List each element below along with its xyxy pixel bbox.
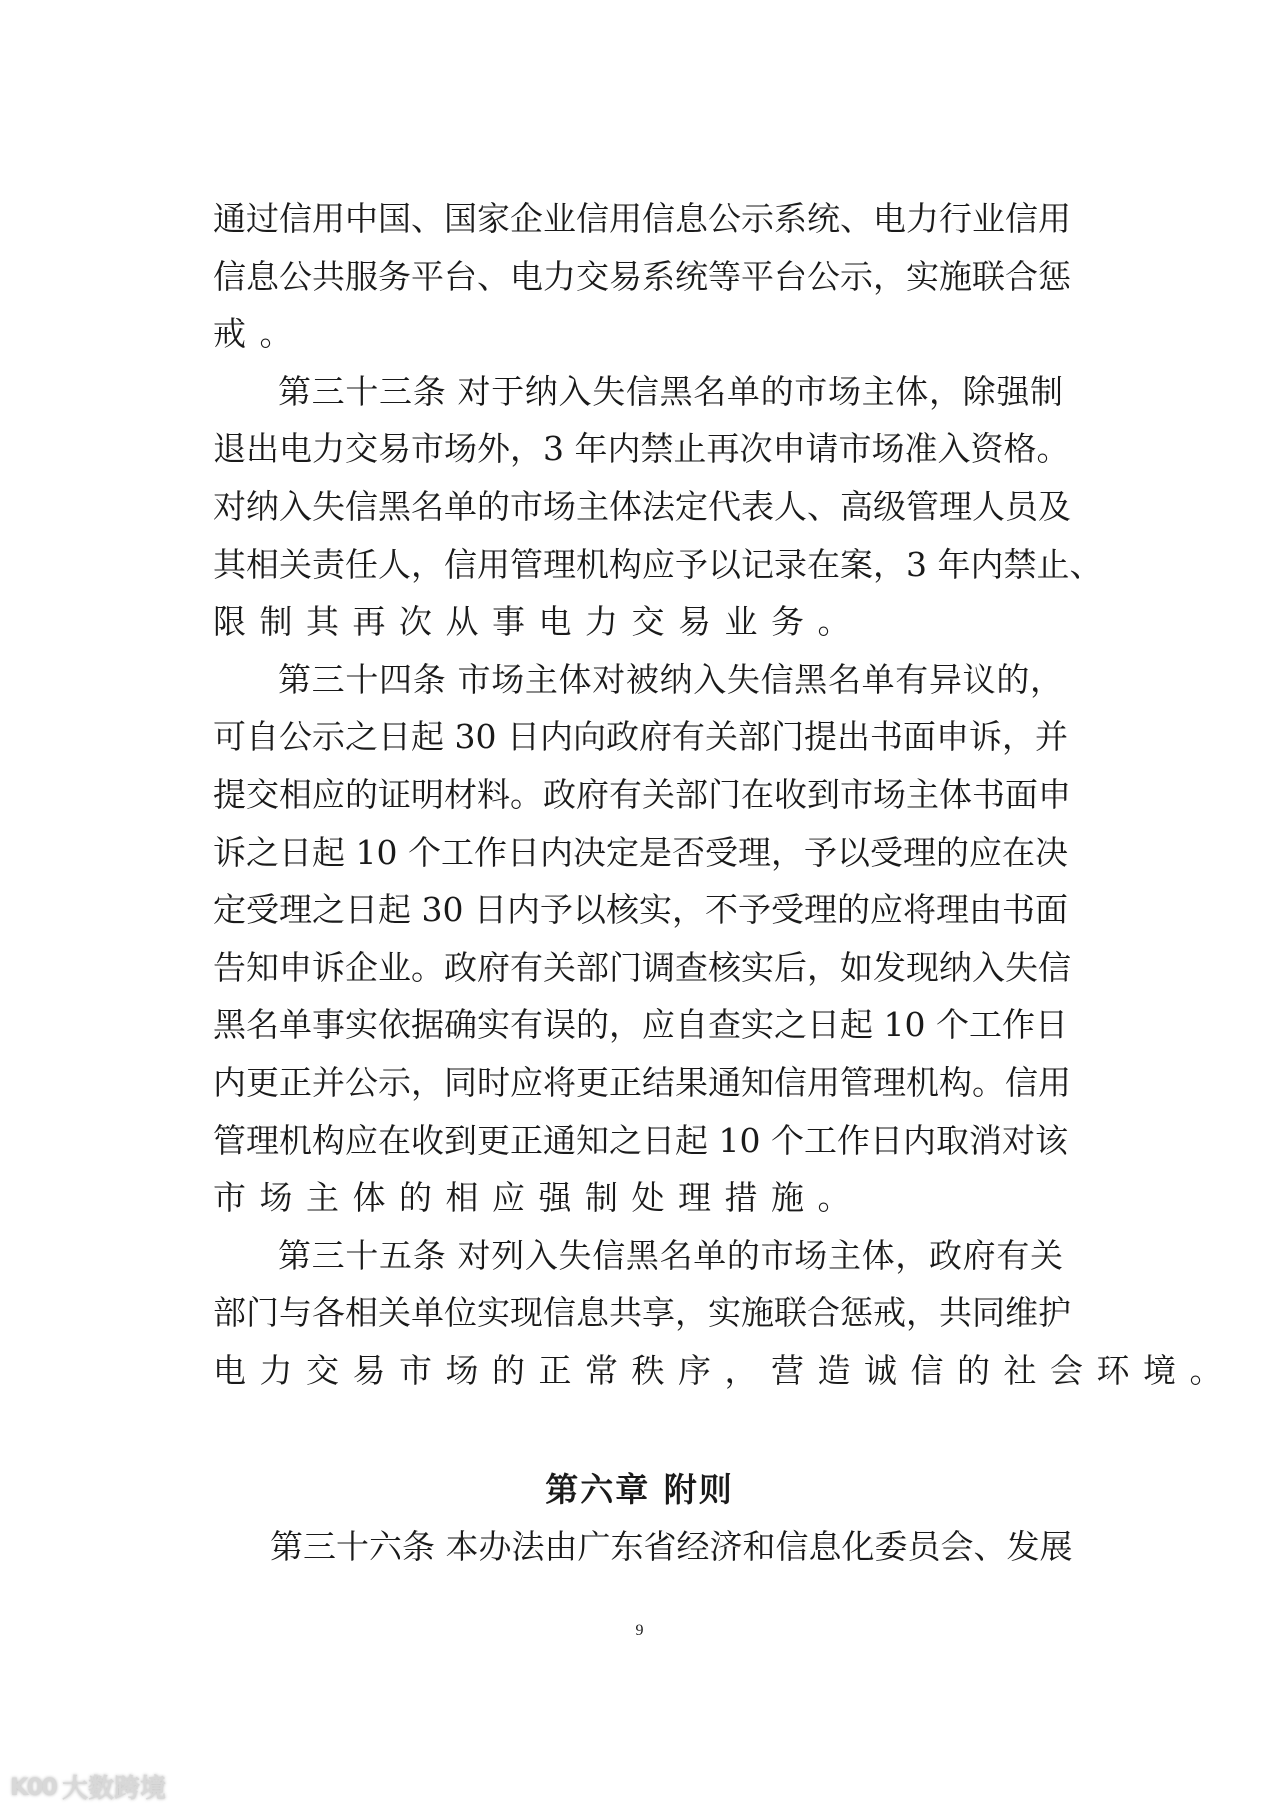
paragraph-line: 第三十四条 市场主体对被纳入失信黑名单有异议的， — [278, 659, 1063, 699]
paragraph-line: 可自公示之日起 30 日内向政府有关部门提出书面申诉，并 — [213, 717, 1068, 757]
watermark-logo-icon: K00 — [10, 1772, 56, 1801]
paragraph-line: 诉之日起 10 个工作日内决定是否受理，予以受理的应在决 — [213, 832, 1068, 872]
article-36-line: 第三十六条 本办法由广东省经济和信息化委员会、发展 — [270, 1527, 1073, 1566]
chapter-heading: 第六章 附则 — [545, 1470, 734, 1509]
paragraph-line: 市场主体的相应强制处理措施。 — [213, 1178, 864, 1218]
paragraph-line: 限制其再次从事电力交易业务。 — [213, 602, 864, 642]
paragraph-line: 其相关责任人，信用管理机构应予以记录在案，3 年内禁止、 — [213, 544, 1103, 584]
watermark — [10, 1768, 166, 1805]
paragraph-line: 第三十三条 对于纳入失信黑名单的市场主体，除强制 — [278, 371, 1063, 411]
paragraph-line: 对纳入失信黑名单的市场主体法定代表人、高级管理人员及 — [213, 487, 1071, 526]
paragraph-line: 信息公共服务平台、电力交易系统等平台公示，实施联合惩 — [213, 256, 1071, 296]
paragraph-line: 第三十五条 对列入失信黑名单的市场主体，政府有关 — [278, 1235, 1063, 1275]
paragraph-line: 内更正并公示，同时应将更正结果通知信用管理机构。信用 — [213, 1063, 1071, 1102]
paragraph-line: 黑名单事实依据确实有误的，应自查实之日起 10 个工作日 — [213, 1005, 1068, 1045]
paragraph-line: 电力交易市场的正常秩序，营造诚信的社会环境。 — [213, 1351, 1236, 1390]
page-number: 9 — [635, 1622, 644, 1639]
watermark-text: 大数跨境 — [62, 1774, 167, 1804]
paragraph-line: 定受理之日起 30 日内予以核实，不予受理的应将理由书面 — [213, 890, 1068, 930]
paragraph-line: 戒。 — [213, 314, 306, 354]
paragraph-line: 管理机构应在收到更正通知之日起 10 个工作日内取消对该 — [213, 1120, 1068, 1160]
paragraph-line: 提交相应的证明材料。政府有关部门在收到市场主体书面申 — [213, 775, 1071, 814]
paragraph-line: 部门与各相关单位实现信息共享，实施联合惩戒，共同维护 — [213, 1293, 1071, 1333]
paragraph-line: 通过信用中国、国家企业信用信息公示系统、电力行业信用 — [213, 199, 1071, 238]
paragraph-line: 告知申诉企业。政府有关部门调查核实后，如发现纳入失信 — [213, 947, 1071, 987]
paragraph-line: 退出电力交易市场外，3 年内禁止再次申请市场准入资格。 — [213, 429, 1070, 469]
